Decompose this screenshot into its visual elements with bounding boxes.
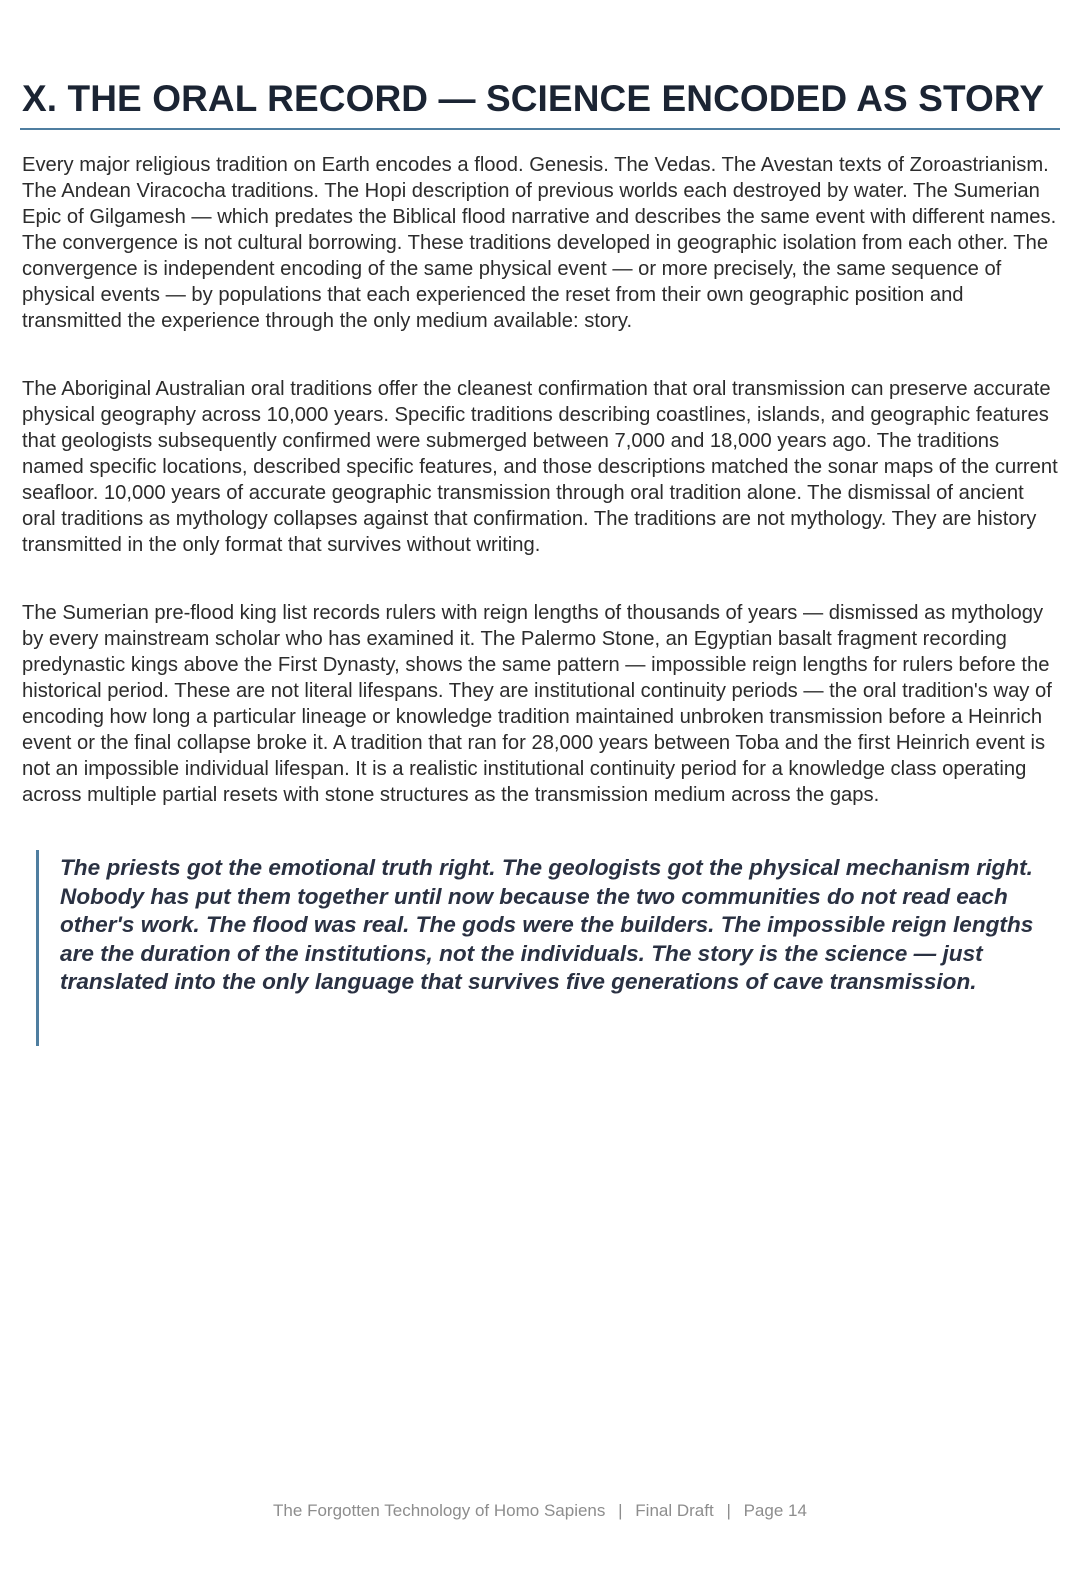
page-footer	[0, 1500, 1080, 1522]
title-underline	[20, 128, 1060, 130]
footer-separator: |	[726, 1501, 731, 1520]
section-title: X. THE ORAL RECORD — SCIENCE ENCODED AS STORY	[22, 78, 1045, 119]
footer-book-title: The Forgotten Technology of Homo Sapiens	[273, 1501, 606, 1520]
pull-quote: The priests got the emotional truth right. The geologists got the physical mechanism right. Nobody has put them together until now because the two communities do not read each other's work. The flood was real. The gods were the builders. The impossible reign lengths are the duration of the institutions, not the individuals. The story is the science — just translated into the only language that survives five generations of cave transmission.	[60, 855, 1034, 994]
footer-page-number: Page 14	[743, 1501, 807, 1520]
body-paragraph: The Sumerian pre-flood king list records rulers with reign lengths of thousands of years — dismissed as mythology by every mainstream scholar who has examined it. The Palermo Stone, an Egyptian basalt fragment recording predynastic kings above the First Dynasty, shows the same pattern — impossible reign lengths for rulers before the historical period. These are not literal lifespans. They are institutional continuity periods — the oral tradition's way of encoding how long a particular lineage or knowledge tradition maintained unbroken transmission before a Heinrich event or the final collapse broke it. A tradition that ran for 28,000 years between Toba and the first Heinrich event is not an impossible individual lifespan. It is a realistic institutional continuity period for a knowledge class operating across multiple partial resets with stone structures as the transmission medium across the gaps.	[22, 602, 1052, 806]
footer-separator: |	[618, 1501, 623, 1520]
body-paragraph: The Aboriginal Australian oral traditions offer the cleanest confirmation that oral transmission can preserve accurate physical geography across 10,000 years. Specific traditions describing coastlines, islands, and geographic features that geologists subsequently confirmed were submerged between 7,000 and 18,000 years ago. The traditions named specific locations, described specific features, and those descriptions matched the sonar maps of the current seafloor. 10,000 years of accurate geographic transmission through oral tradition alone. The dismissal of ancient oral traditions as mythology collapses against that confirmation. The traditions are not mythology. They are history transmitted in the only format that survives without writing.	[22, 378, 1058, 556]
pull-quote-bar	[36, 850, 39, 1046]
footer-draft-label: Final Draft	[635, 1501, 714, 1520]
body-paragraph: Every major religious tradition on Earth encodes a flood. Genesis. The Vedas. The Avestan texts of Zoroastrianism. The Andean Viracocha traditions. The Hopi description of previous worlds each destroyed by water. The Sumerian Epic of Gilgamesh — which predates the Biblical flood narrative and describes the same event with different names. The convergence is not cultural borrowing. These traditions developed in geographic isolation from each other. The convergence is independent encoding of the same physical event — or more precisely, the same sequence of physical events — by populations that each experienced the reset from their own geographic position and transmitted the experience through the only medium available: story.	[22, 154, 1057, 332]
